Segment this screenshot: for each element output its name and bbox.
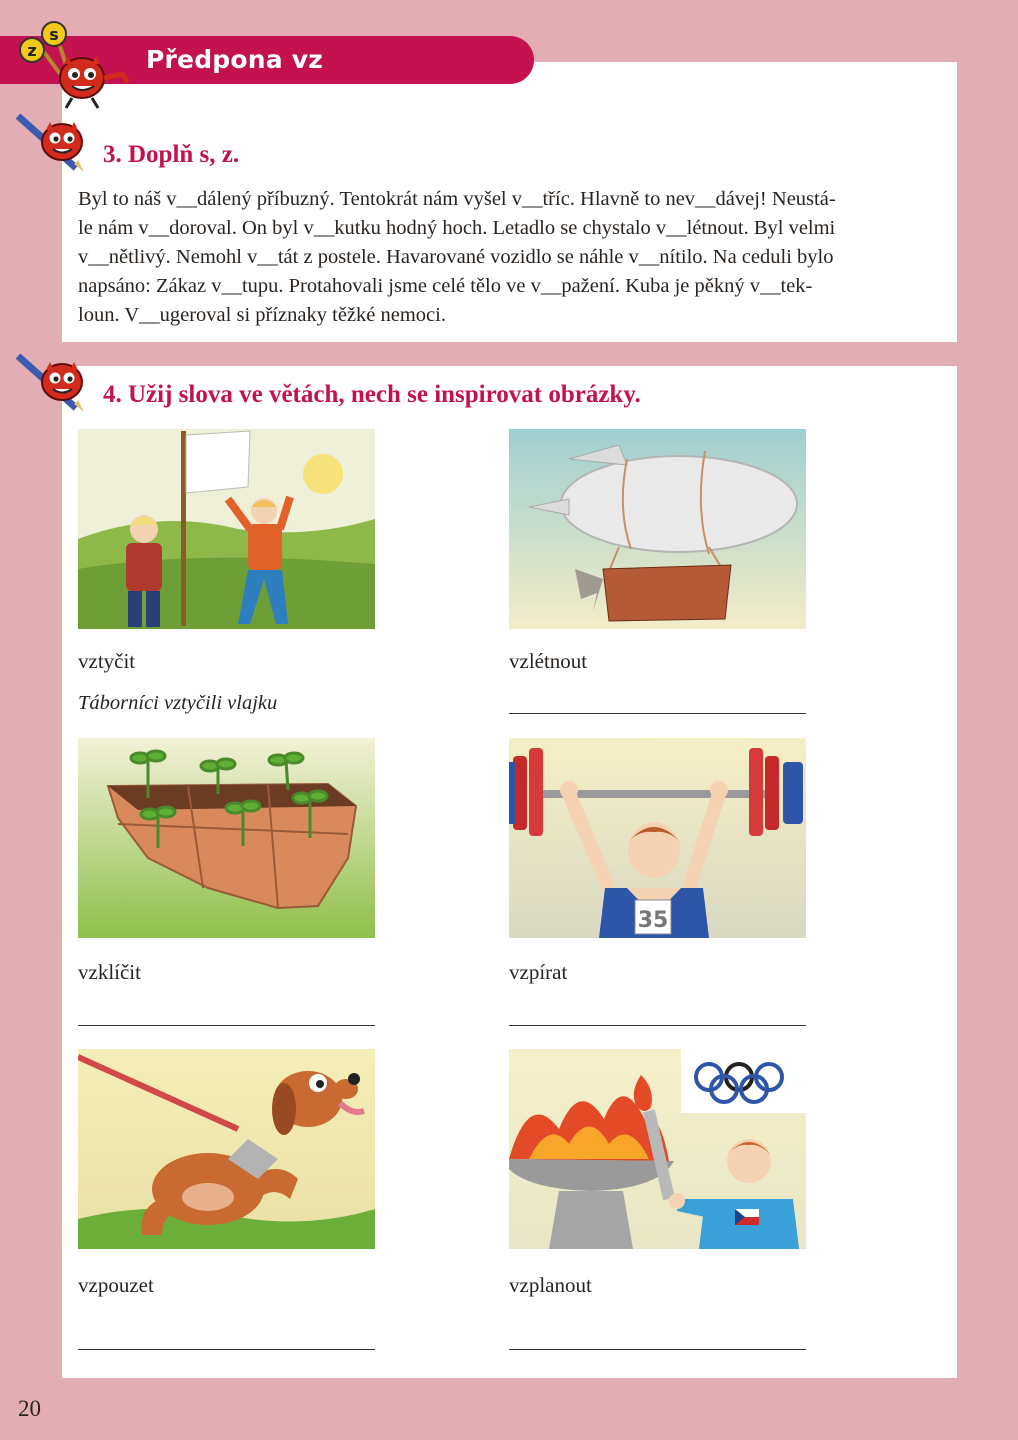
logo-letter-s: s	[49, 25, 59, 44]
answer-line[interactable]	[509, 713, 806, 714]
word-label: vztyčit	[78, 649, 136, 673]
shirt-number: 35	[637, 908, 669, 933]
exercise-3-line: Byl to náš v__dálený příbuzný. Tentokrát nám vyšel v__tříc. Hlavně to nev__dávej! Neustá-	[78, 188, 836, 210]
picture-olympic-flame	[509, 1049, 806, 1249]
exercise-3-text	[78, 185, 940, 330]
exercise-3-heading: 3. Doplň s, z.	[103, 141, 240, 168]
zs-mascot-logo	[10, 12, 136, 110]
picture-airship	[509, 429, 806, 629]
exercise-3-line: loun. V__ugeroval si příznaky těžké nemoci.	[78, 304, 446, 326]
example-sentence: Táborníci vztyčili vlajku	[78, 692, 278, 714]
exercise-3-line: le nám v__doroval. On byl v__kutku hodný hoch. Letadlo se chystalo v__létnout. Byl velmi	[78, 217, 836, 239]
exercise-3-line: napsáno: Zákaz v__tupu. Protahovali jsme celé tělo ve v__pažení. Kuba je pěkný v__tek-	[78, 275, 813, 297]
word-label: vzpouzet	[78, 1273, 154, 1297]
answer-line[interactable]	[509, 1349, 806, 1350]
answer-line[interactable]	[78, 1349, 375, 1350]
exercise-4-heading: 4. Užij slova ve větách, nech se inspirovat obrázky.	[103, 381, 641, 408]
word-label: vzlétnout	[509, 649, 588, 673]
pencil-mascot-icon	[12, 352, 92, 414]
word-label: vzklíčit	[78, 960, 141, 984]
answer-line[interactable]	[78, 1025, 375, 1026]
word-label: vzpírat	[509, 960, 568, 984]
picture-boys-raising-flag	[78, 429, 375, 629]
pencil-mascot-icon	[12, 112, 92, 174]
picture-dog-on-leash	[78, 1049, 375, 1249]
picture-weightlifter	[509, 738, 806, 938]
picture-seedlings-in-pots	[78, 738, 375, 938]
page-number: 20	[18, 1396, 41, 1421]
logo-letter-z: z	[27, 41, 37, 60]
exercise-3-line: v__nětlivý. Nemohl v__tát z postele. Havarované vozidlo se náhle v__nítilo. Na ceduli bylo	[78, 246, 834, 268]
answer-line[interactable]	[509, 1025, 806, 1026]
chapter-title: Předpona vz	[146, 45, 323, 74]
word-label: vzplanout	[509, 1273, 592, 1297]
